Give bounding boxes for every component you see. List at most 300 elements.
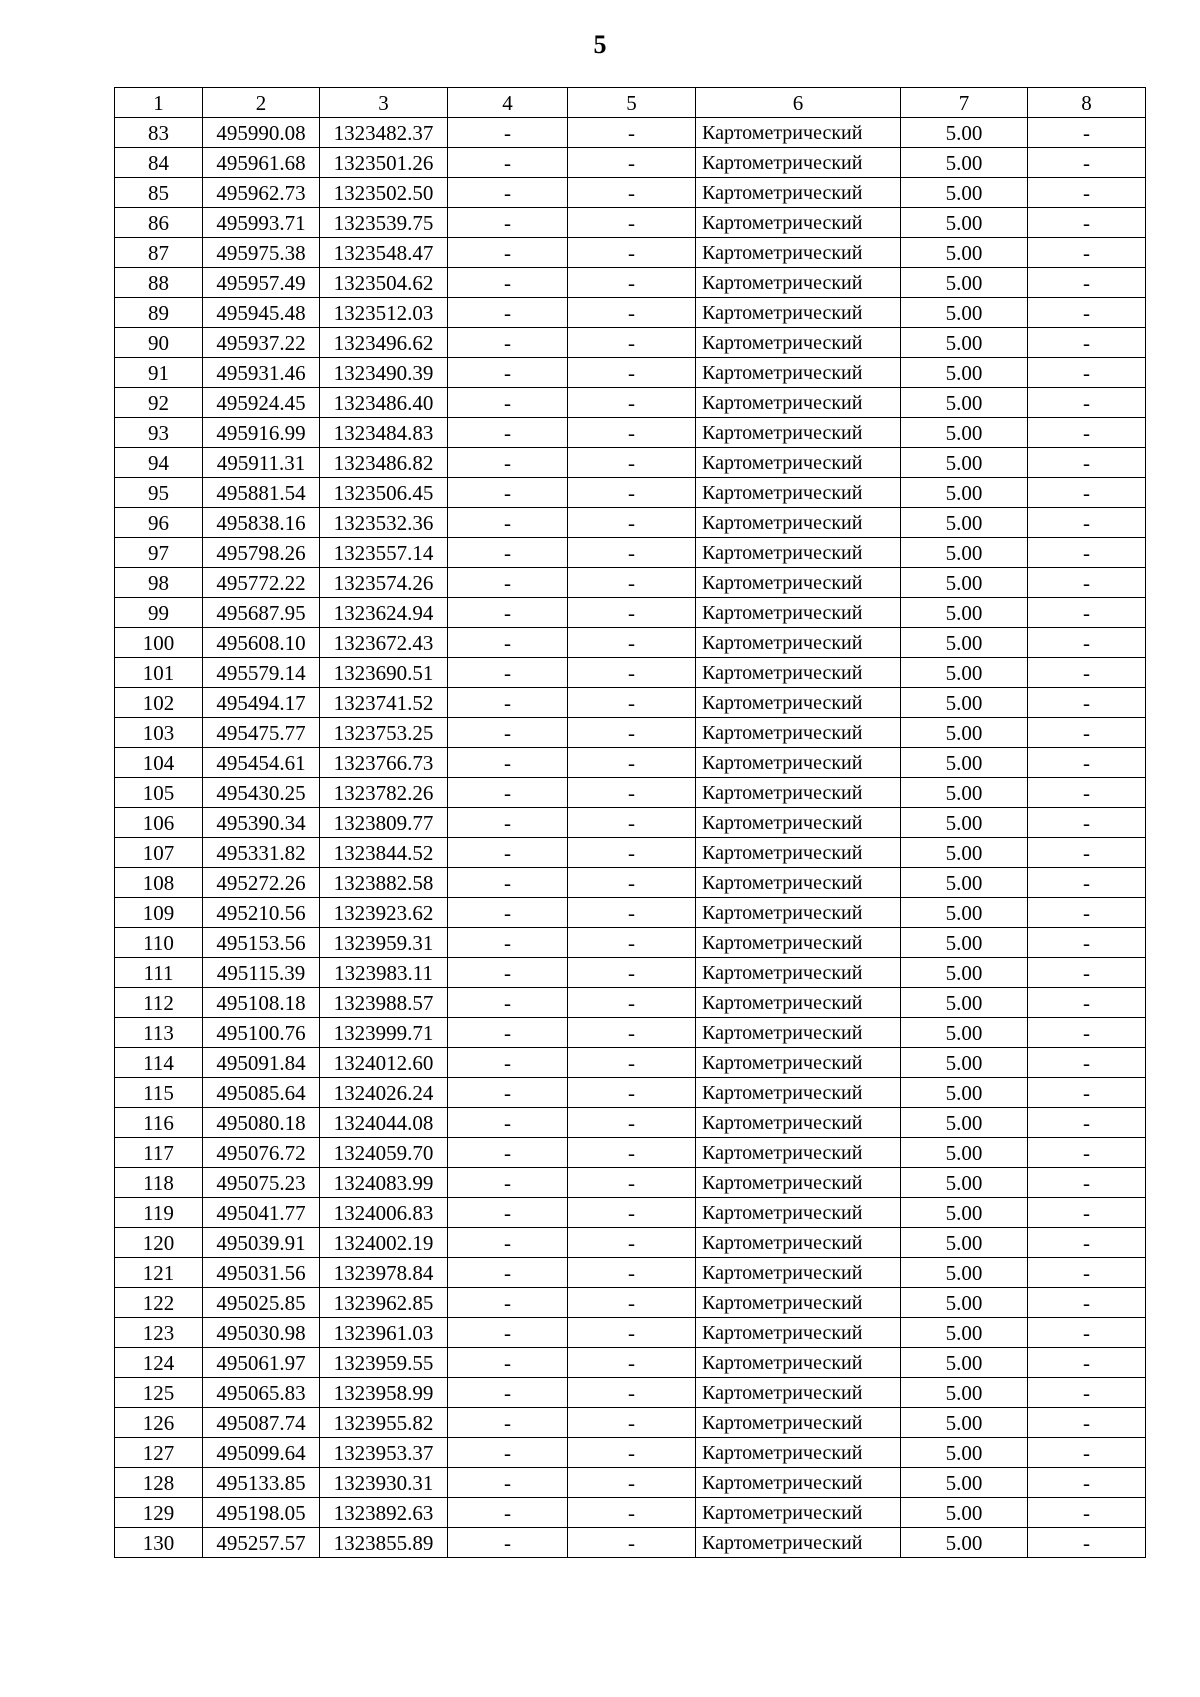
table-cell: Картометрический bbox=[696, 568, 901, 598]
table-cell: 1323962.85 bbox=[320, 1288, 448, 1318]
table-cell: 495153.56 bbox=[203, 928, 320, 958]
table-row bbox=[115, 958, 1146, 988]
table-cell: - bbox=[1028, 508, 1146, 538]
table-cell: 86 bbox=[115, 208, 203, 238]
table-cell: 495454.61 bbox=[203, 748, 320, 778]
table-cell: - bbox=[1028, 718, 1146, 748]
table-cell: - bbox=[448, 958, 568, 988]
table-cell: - bbox=[1028, 1288, 1146, 1318]
table-cell: 1323539.75 bbox=[320, 208, 448, 238]
table-row bbox=[115, 298, 1146, 328]
table-cell: - bbox=[1028, 598, 1146, 628]
table-cell: 5.00 bbox=[901, 688, 1028, 718]
table-cell: 5.00 bbox=[901, 1288, 1028, 1318]
table-cell: 495430.25 bbox=[203, 778, 320, 808]
table-cell: 115 bbox=[115, 1078, 203, 1108]
table-cell: 495838.16 bbox=[203, 508, 320, 538]
table-cell: 495091.84 bbox=[203, 1048, 320, 1078]
table-cell: - bbox=[448, 298, 568, 328]
table-cell: 495031.56 bbox=[203, 1258, 320, 1288]
table-row bbox=[115, 148, 1146, 178]
table-cell: Картометрический bbox=[696, 898, 901, 928]
table-cell: 495108.18 bbox=[203, 988, 320, 1018]
table-cell: - bbox=[568, 238, 696, 268]
table-cell: - bbox=[448, 1468, 568, 1498]
table-cell: - bbox=[568, 388, 696, 418]
table-cell: - bbox=[1028, 1378, 1146, 1408]
table-cell: 1323882.58 bbox=[320, 868, 448, 898]
table-cell: Картометрический bbox=[696, 328, 901, 358]
table-cell: Картометрический bbox=[696, 1078, 901, 1108]
table-cell: - bbox=[568, 1048, 696, 1078]
table-row bbox=[115, 868, 1146, 898]
table-cell: 87 bbox=[115, 238, 203, 268]
table-cell: 5.00 bbox=[901, 1078, 1028, 1108]
table-row bbox=[115, 748, 1146, 778]
table-cell: - bbox=[448, 1408, 568, 1438]
table-cell: - bbox=[448, 628, 568, 658]
table-cell: 5.00 bbox=[901, 778, 1028, 808]
column-header: 2 bbox=[203, 88, 320, 118]
table-cell: 5.00 bbox=[901, 808, 1028, 838]
table-cell: 495687.95 bbox=[203, 598, 320, 628]
table-cell: Картометрический bbox=[696, 238, 901, 268]
table-cell: 495975.38 bbox=[203, 238, 320, 268]
table-cell: Картометрический bbox=[696, 148, 901, 178]
table-cell: - bbox=[568, 1198, 696, 1228]
table-cell: 1323486.40 bbox=[320, 388, 448, 418]
table-cell: - bbox=[1028, 1438, 1146, 1468]
table-cell: 94 bbox=[115, 448, 203, 478]
table-cell: - bbox=[568, 268, 696, 298]
table-cell: 116 bbox=[115, 1108, 203, 1138]
table-cell: 1324002.19 bbox=[320, 1228, 448, 1258]
table-cell: Картометрический bbox=[696, 1258, 901, 1288]
table-cell: 495331.82 bbox=[203, 838, 320, 868]
table-cell: - bbox=[448, 718, 568, 748]
table-cell: 495957.49 bbox=[203, 268, 320, 298]
table-cell: 111 bbox=[115, 958, 203, 988]
table-row bbox=[115, 838, 1146, 868]
table-cell: - bbox=[1028, 1528, 1146, 1558]
coordinates-table bbox=[114, 87, 1146, 1558]
table-cell: 1323753.25 bbox=[320, 718, 448, 748]
table-cell: - bbox=[1028, 118, 1146, 148]
table-row bbox=[115, 418, 1146, 448]
table-cell: 5.00 bbox=[901, 958, 1028, 988]
table-cell: 495085.64 bbox=[203, 1078, 320, 1108]
table-cell: Картометрический bbox=[696, 1138, 901, 1168]
table-cell: - bbox=[1028, 658, 1146, 688]
table-cell: - bbox=[568, 1348, 696, 1378]
table-cell: - bbox=[568, 748, 696, 778]
table-cell: 495475.77 bbox=[203, 718, 320, 748]
table-cell: 5.00 bbox=[901, 898, 1028, 928]
table-cell: - bbox=[1028, 1228, 1146, 1258]
table-cell: 5.00 bbox=[901, 568, 1028, 598]
table-cell: 1323624.94 bbox=[320, 598, 448, 628]
table-cell: 1323855.89 bbox=[320, 1528, 448, 1558]
table-cell: - bbox=[448, 1048, 568, 1078]
table-cell: - bbox=[448, 838, 568, 868]
table-cell: 1323532.36 bbox=[320, 508, 448, 538]
table-cell: - bbox=[1028, 1138, 1146, 1168]
table-cell: Картометрический bbox=[696, 1408, 901, 1438]
table-cell: - bbox=[1028, 148, 1146, 178]
table-row bbox=[115, 1258, 1146, 1288]
table-row bbox=[115, 328, 1146, 358]
table-cell: - bbox=[568, 1468, 696, 1498]
table-cell: - bbox=[448, 1348, 568, 1378]
table-row bbox=[115, 1318, 1146, 1348]
table-cell: - bbox=[448, 208, 568, 238]
table-cell: Картометрический bbox=[696, 1108, 901, 1138]
table-row bbox=[115, 1378, 1146, 1408]
table-cell: 85 bbox=[115, 178, 203, 208]
table-cell: 5.00 bbox=[901, 1258, 1028, 1288]
table-cell: - bbox=[448, 1018, 568, 1048]
table-cell: - bbox=[448, 238, 568, 268]
table-cell: - bbox=[448, 418, 568, 448]
table-cell: Картометрический bbox=[696, 1288, 901, 1318]
table-cell: 126 bbox=[115, 1408, 203, 1438]
table-cell: - bbox=[1028, 358, 1146, 388]
table-row bbox=[115, 538, 1146, 568]
table-cell: - bbox=[448, 478, 568, 508]
table-cell: - bbox=[568, 958, 696, 988]
table-cell: - bbox=[1028, 478, 1146, 508]
table-cell: 5.00 bbox=[901, 178, 1028, 208]
table-cell: - bbox=[568, 598, 696, 628]
table-cell: - bbox=[1028, 298, 1146, 328]
table-cell: - bbox=[1028, 1198, 1146, 1228]
table-cell: 1323548.47 bbox=[320, 238, 448, 268]
table-cell: 5.00 bbox=[901, 268, 1028, 298]
table-cell: 129 bbox=[115, 1498, 203, 1528]
table-row bbox=[115, 1288, 1146, 1318]
table-cell: 117 bbox=[115, 1138, 203, 1168]
table-cell: 1323490.39 bbox=[320, 358, 448, 388]
table-row bbox=[115, 598, 1146, 628]
table-cell: - bbox=[1028, 388, 1146, 418]
table-row bbox=[115, 1498, 1146, 1528]
table-cell: 1324026.24 bbox=[320, 1078, 448, 1108]
table-cell: - bbox=[448, 328, 568, 358]
table-cell: 495115.39 bbox=[203, 958, 320, 988]
table-cell: - bbox=[568, 1228, 696, 1258]
table-cell: - bbox=[568, 868, 696, 898]
table-cell: - bbox=[448, 358, 568, 388]
table-cell: 5.00 bbox=[901, 838, 1028, 868]
table-cell: 84 bbox=[115, 148, 203, 178]
table-cell: 100 bbox=[115, 628, 203, 658]
table-cell: 1324083.99 bbox=[320, 1168, 448, 1198]
table-cell: 5.00 bbox=[901, 1138, 1028, 1168]
table-cell: 1323955.82 bbox=[320, 1408, 448, 1438]
table-cell: - bbox=[1028, 1348, 1146, 1378]
table-cell: - bbox=[448, 568, 568, 598]
table-row bbox=[115, 988, 1146, 1018]
table-row bbox=[115, 178, 1146, 208]
table-cell: Картометрический bbox=[696, 268, 901, 298]
table-cell: Картометрический bbox=[696, 1468, 901, 1498]
table-row bbox=[115, 628, 1146, 658]
table-cell: 118 bbox=[115, 1168, 203, 1198]
table-cell: - bbox=[1028, 568, 1146, 598]
table-cell: 495881.54 bbox=[203, 478, 320, 508]
table-row bbox=[115, 778, 1146, 808]
table-cell: 83 bbox=[115, 118, 203, 148]
table-cell: - bbox=[448, 448, 568, 478]
table-cell: 495041.77 bbox=[203, 1198, 320, 1228]
table-cell: 98 bbox=[115, 568, 203, 598]
table-cell: 495099.64 bbox=[203, 1438, 320, 1468]
table-cell: 1323504.62 bbox=[320, 268, 448, 298]
table-cell: 5.00 bbox=[901, 418, 1028, 448]
table-cell: - bbox=[448, 1498, 568, 1528]
table-row bbox=[115, 118, 1146, 148]
table-cell: 5.00 bbox=[901, 118, 1028, 148]
table-cell: - bbox=[1028, 268, 1146, 298]
table-cell: - bbox=[1028, 1468, 1146, 1498]
table-cell: - bbox=[568, 1378, 696, 1408]
table-cell: 495924.45 bbox=[203, 388, 320, 418]
table-cell: - bbox=[1028, 1168, 1146, 1198]
table-cell: 495080.18 bbox=[203, 1108, 320, 1138]
table-cell: - bbox=[448, 988, 568, 1018]
table-cell: - bbox=[1028, 1258, 1146, 1288]
table-cell: 495039.91 bbox=[203, 1228, 320, 1258]
column-header: 1 bbox=[115, 88, 203, 118]
table-cell: 101 bbox=[115, 658, 203, 688]
table-row bbox=[115, 1138, 1146, 1168]
table-cell: 495608.10 bbox=[203, 628, 320, 658]
table-cell: 1324006.83 bbox=[320, 1198, 448, 1228]
table-cell: 5.00 bbox=[901, 1018, 1028, 1048]
table-cell: - bbox=[1028, 808, 1146, 838]
table-row bbox=[115, 1348, 1146, 1378]
table-cell: - bbox=[1028, 418, 1146, 448]
table-cell: Картометрический bbox=[696, 388, 901, 418]
table-cell: 1323766.73 bbox=[320, 748, 448, 778]
table-cell: 5.00 bbox=[901, 1318, 1028, 1348]
table-row bbox=[115, 808, 1146, 838]
table-cell: - bbox=[448, 1318, 568, 1348]
table-header-row bbox=[115, 88, 1146, 118]
table-cell: 5.00 bbox=[901, 928, 1028, 958]
table-cell: Картометрический bbox=[696, 1018, 901, 1048]
table-cell: - bbox=[568, 688, 696, 718]
table-cell: 109 bbox=[115, 898, 203, 928]
table-cell: Картометрический bbox=[696, 508, 901, 538]
table-cell: Картометрический bbox=[696, 358, 901, 388]
table-cell: - bbox=[448, 1078, 568, 1108]
table-cell: 95 bbox=[115, 478, 203, 508]
table-cell: 495945.48 bbox=[203, 298, 320, 328]
table-cell: - bbox=[568, 1438, 696, 1468]
table-cell: 5.00 bbox=[901, 148, 1028, 178]
table-cell: 495937.22 bbox=[203, 328, 320, 358]
table-cell: - bbox=[1028, 988, 1146, 1018]
table-cell: 1323844.52 bbox=[320, 838, 448, 868]
table-cell: - bbox=[448, 388, 568, 418]
table-cell: 1323961.03 bbox=[320, 1318, 448, 1348]
table-cell: - bbox=[568, 178, 696, 208]
table-cell: 5.00 bbox=[901, 1348, 1028, 1378]
table-cell: - bbox=[1028, 688, 1146, 718]
table-cell: 113 bbox=[115, 1018, 203, 1048]
table-cell: - bbox=[1028, 1018, 1146, 1048]
table-cell: 495133.85 bbox=[203, 1468, 320, 1498]
table-cell: Картометрический bbox=[696, 688, 901, 718]
table-cell: 1324059.70 bbox=[320, 1138, 448, 1168]
table-cell: - bbox=[568, 838, 696, 868]
table-body bbox=[115, 118, 1146, 1558]
table-cell: 1323512.03 bbox=[320, 298, 448, 328]
table-cell: - bbox=[568, 1498, 696, 1528]
table-cell: 495931.46 bbox=[203, 358, 320, 388]
table-cell: 5.00 bbox=[901, 628, 1028, 658]
table-cell: - bbox=[448, 1198, 568, 1228]
table-cell: - bbox=[568, 538, 696, 568]
table-cell: 5.00 bbox=[901, 1048, 1028, 1078]
table-cell: 495772.22 bbox=[203, 568, 320, 598]
table-cell: 1323557.14 bbox=[320, 538, 448, 568]
table-cell: 5.00 bbox=[901, 478, 1028, 508]
table-cell: - bbox=[1028, 1078, 1146, 1108]
table-cell: - bbox=[448, 1258, 568, 1288]
table-cell: 1323506.45 bbox=[320, 478, 448, 508]
table-cell: 1323782.26 bbox=[320, 778, 448, 808]
table-cell: Картометрический bbox=[696, 1348, 901, 1378]
table-cell: 495390.34 bbox=[203, 808, 320, 838]
table-cell: 495030.98 bbox=[203, 1318, 320, 1348]
table-cell: 495579.14 bbox=[203, 658, 320, 688]
table-cell: 5.00 bbox=[901, 1468, 1028, 1498]
table-cell: 1323484.83 bbox=[320, 418, 448, 448]
table-cell: 107 bbox=[115, 838, 203, 868]
table-cell: - bbox=[568, 808, 696, 838]
table-row bbox=[115, 688, 1146, 718]
table-cell: - bbox=[568, 418, 696, 448]
table-cell: - bbox=[568, 358, 696, 388]
column-header: 3 bbox=[320, 88, 448, 118]
table-cell: 5.00 bbox=[901, 1168, 1028, 1198]
table-cell: 1323959.55 bbox=[320, 1348, 448, 1378]
table-cell: 121 bbox=[115, 1258, 203, 1288]
table-row bbox=[115, 1408, 1146, 1438]
table-cell: - bbox=[568, 208, 696, 238]
table-cell: 5.00 bbox=[901, 1498, 1028, 1528]
table-cell: - bbox=[568, 778, 696, 808]
table-row bbox=[115, 238, 1146, 268]
table-cell: 5.00 bbox=[901, 598, 1028, 628]
table-cell: 112 bbox=[115, 988, 203, 1018]
table-cell: - bbox=[568, 718, 696, 748]
table-cell: Картометрический bbox=[696, 598, 901, 628]
table-cell: 5.00 bbox=[901, 658, 1028, 688]
column-header: 4 bbox=[448, 88, 568, 118]
table-row bbox=[115, 508, 1146, 538]
table-cell: 495087.74 bbox=[203, 1408, 320, 1438]
table-cell: 495076.72 bbox=[203, 1138, 320, 1168]
table-row bbox=[115, 928, 1146, 958]
table-cell: 1323574.26 bbox=[320, 568, 448, 598]
table-cell: 1323959.31 bbox=[320, 928, 448, 958]
table-cell: 5.00 bbox=[901, 358, 1028, 388]
table-cell: 108 bbox=[115, 868, 203, 898]
table-cell: Картометрический bbox=[696, 718, 901, 748]
table-cell: - bbox=[568, 148, 696, 178]
table-cell: 93 bbox=[115, 418, 203, 448]
table-cell: - bbox=[448, 658, 568, 688]
table-row bbox=[115, 268, 1146, 298]
table-cell: 92 bbox=[115, 388, 203, 418]
table-cell: 495962.73 bbox=[203, 178, 320, 208]
table-cell: 495025.85 bbox=[203, 1288, 320, 1318]
table-cell: 1323690.51 bbox=[320, 658, 448, 688]
table-cell: - bbox=[1028, 208, 1146, 238]
table-cell: - bbox=[568, 898, 696, 928]
table-cell: Картометрический bbox=[696, 958, 901, 988]
table-cell: - bbox=[448, 148, 568, 178]
table-cell: - bbox=[568, 1408, 696, 1438]
table-cell: - bbox=[448, 1228, 568, 1258]
table-cell: 105 bbox=[115, 778, 203, 808]
table-cell: - bbox=[1028, 1048, 1146, 1078]
table-cell: - bbox=[1028, 1108, 1146, 1138]
table-cell: 495065.83 bbox=[203, 1378, 320, 1408]
table-cell: Картометрический bbox=[696, 658, 901, 688]
table-row bbox=[115, 718, 1146, 748]
table-cell: - bbox=[448, 778, 568, 808]
page-number: 5 bbox=[593, 30, 607, 59]
table-cell: 123 bbox=[115, 1318, 203, 1348]
table-cell: 1323923.62 bbox=[320, 898, 448, 928]
table-cell: 1324012.60 bbox=[320, 1048, 448, 1078]
table-cell: 90 bbox=[115, 328, 203, 358]
table-cell: 5.00 bbox=[901, 988, 1028, 1018]
table-cell: 110 bbox=[115, 928, 203, 958]
column-header: 5 bbox=[568, 88, 696, 118]
table-cell: 99 bbox=[115, 598, 203, 628]
table-cell: 5.00 bbox=[901, 718, 1028, 748]
table-cell: 5.00 bbox=[901, 1108, 1028, 1138]
table-cell: 495198.05 bbox=[203, 1498, 320, 1528]
table-cell: 122 bbox=[115, 1288, 203, 1318]
table-cell: 495257.57 bbox=[203, 1528, 320, 1558]
table-row bbox=[115, 1078, 1146, 1108]
table-cell: 104 bbox=[115, 748, 203, 778]
table-row bbox=[115, 1228, 1146, 1258]
table-cell: 1323672.43 bbox=[320, 628, 448, 658]
table-cell: 5.00 bbox=[901, 748, 1028, 778]
table-cell: - bbox=[448, 748, 568, 778]
table-cell: - bbox=[568, 448, 696, 478]
table-cell: - bbox=[1028, 1408, 1146, 1438]
table-cell: - bbox=[568, 988, 696, 1018]
column-header: 8 bbox=[1028, 88, 1146, 118]
table-cell: Картометрический bbox=[696, 1168, 901, 1198]
table-cell: - bbox=[568, 658, 696, 688]
table-cell: - bbox=[568, 118, 696, 148]
table-cell: Картометрический bbox=[696, 1438, 901, 1468]
table-cell: 5.00 bbox=[901, 238, 1028, 268]
table-cell: - bbox=[568, 1528, 696, 1558]
table-cell: Картометрический bbox=[696, 1528, 901, 1558]
table-cell: - bbox=[1028, 628, 1146, 658]
table-cell: Картометрический bbox=[696, 928, 901, 958]
